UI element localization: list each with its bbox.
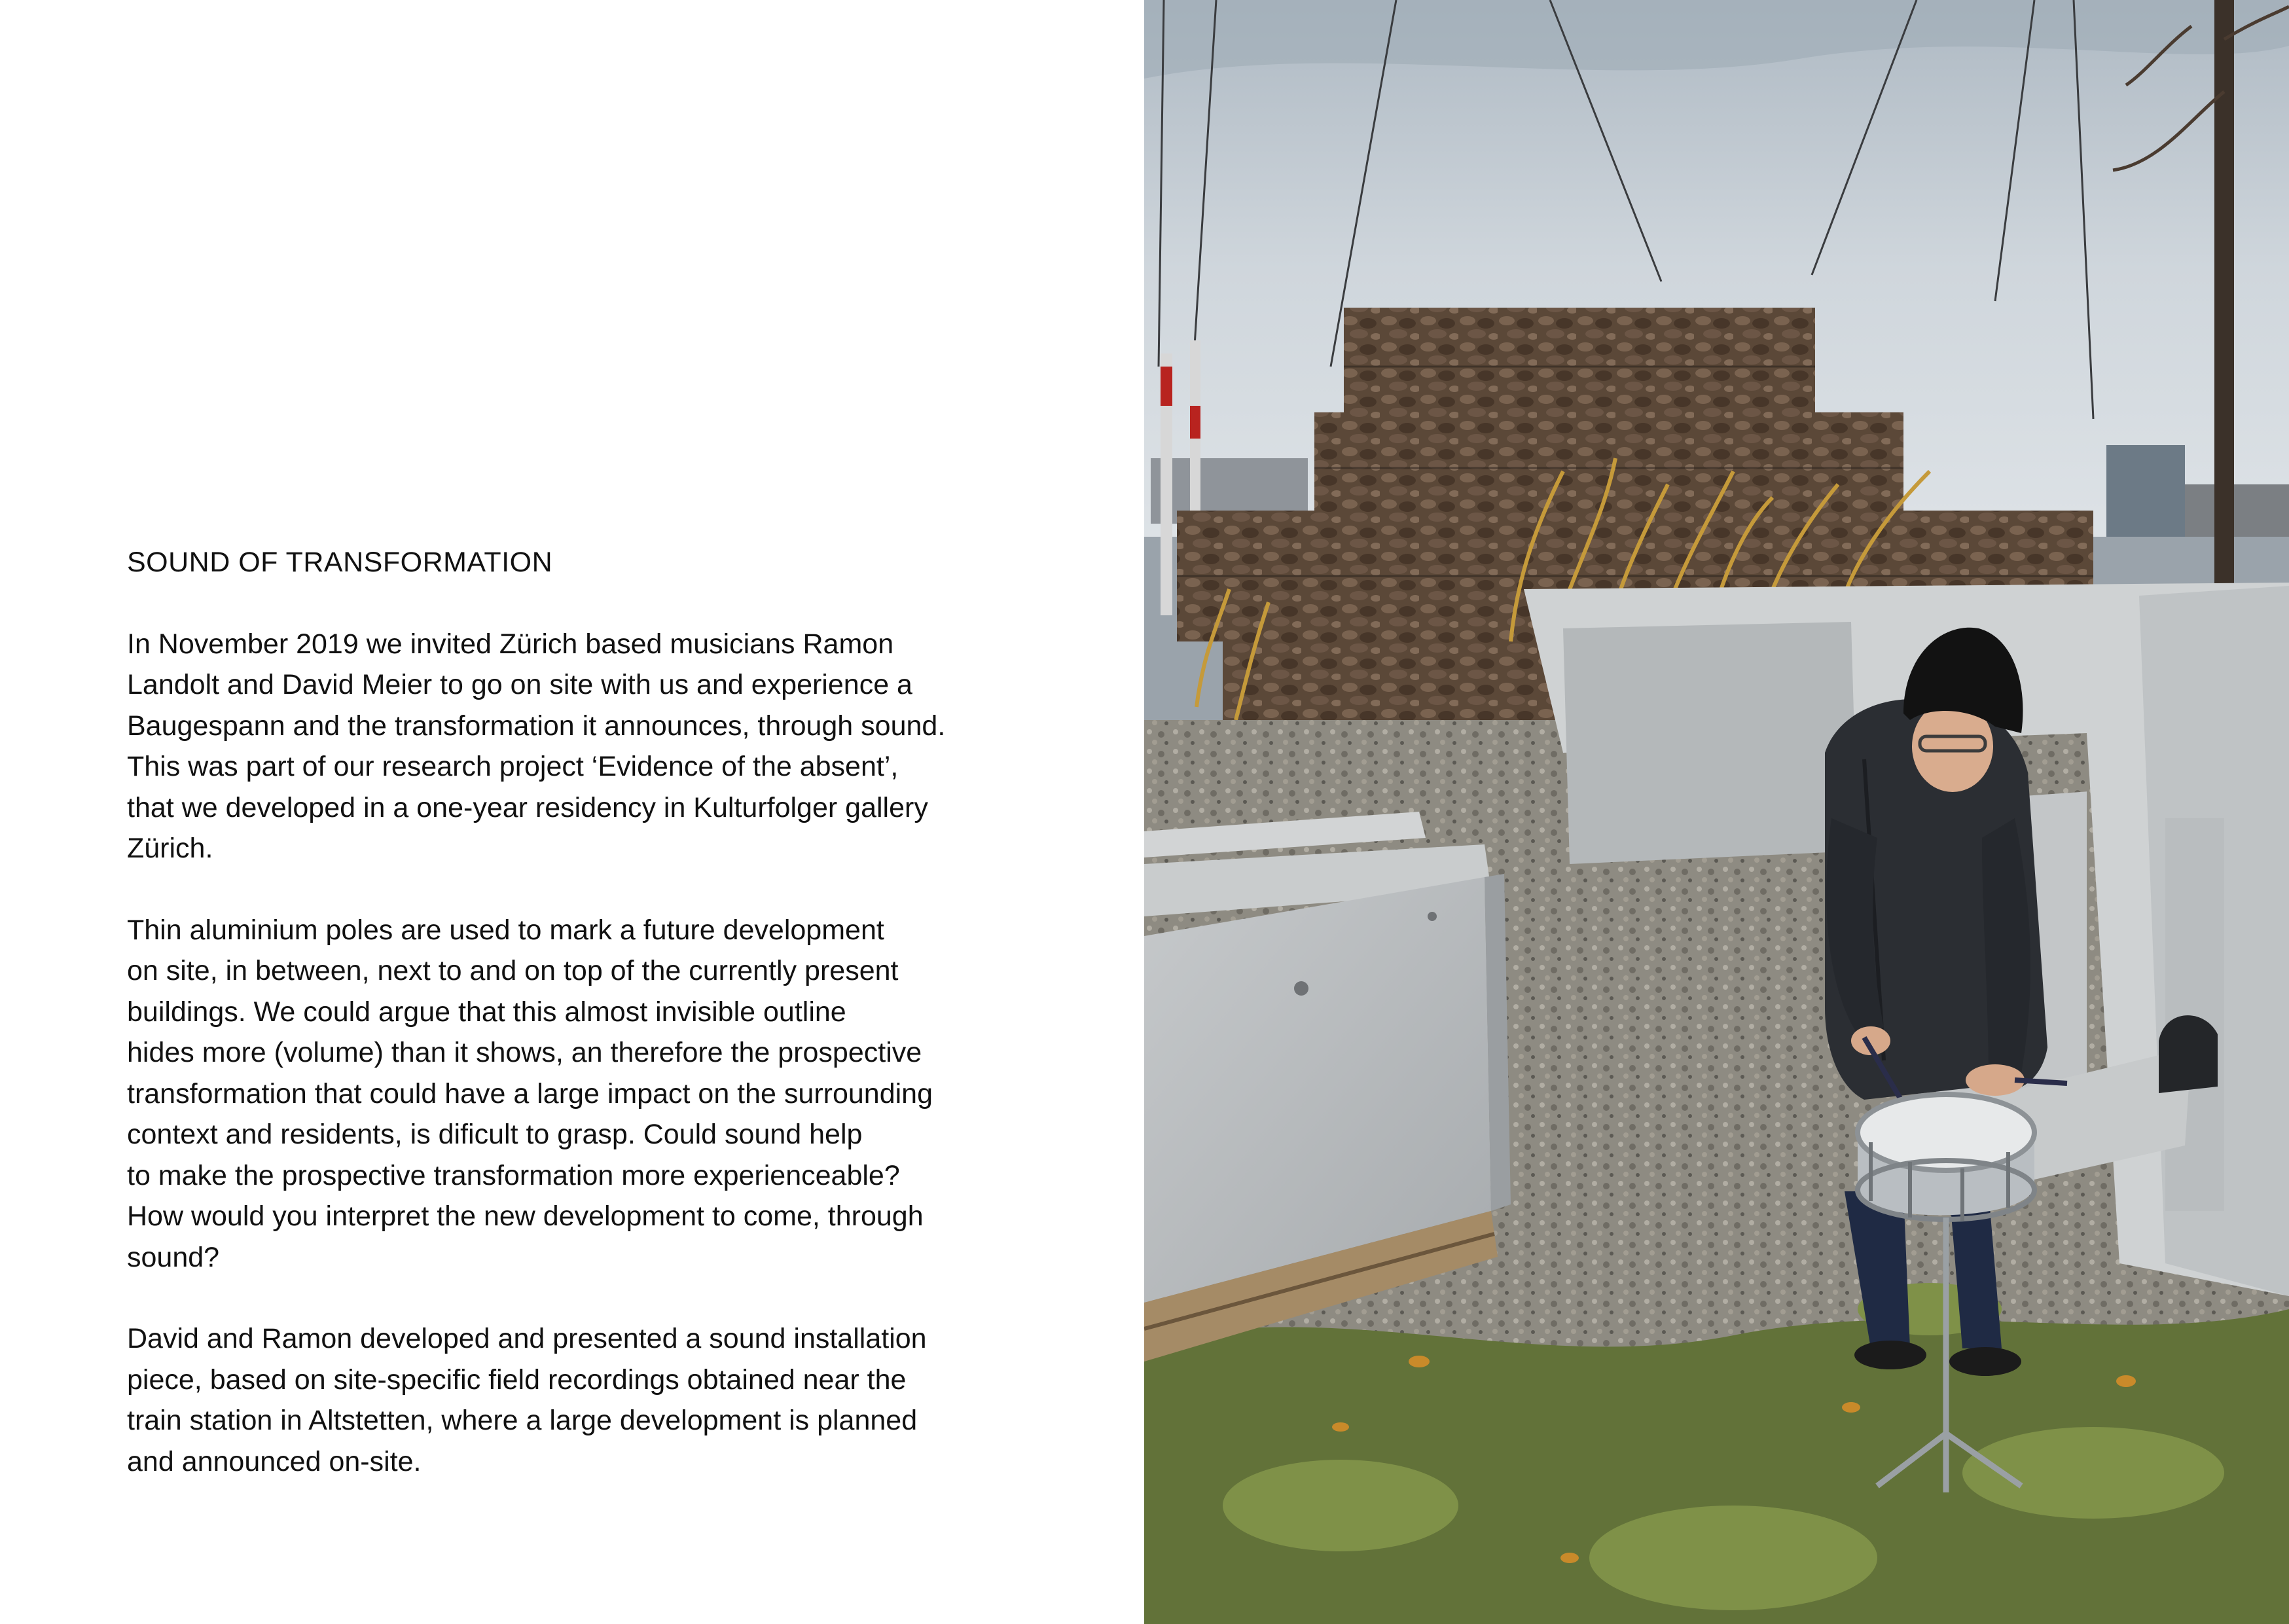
text-line: Zürich.	[127, 833, 213, 864]
photo-musician-snare-drum	[1144, 0, 2289, 1624]
article-text	[127, 542, 1109, 1523]
text-line: transformation that could have a large impact on the surrounding	[127, 1077, 933, 1110]
text-line: piece, based on site-specific field recordings obtained near the	[127, 1363, 907, 1396]
text-line: David and Ramon developed and presented a sound installation	[127, 1323, 927, 1354]
utility-pole	[2214, 0, 2234, 589]
text-line: buildings. We could argue that this almost invisible outline	[127, 996, 846, 1028]
text-line: context and residents, is dificult to grasp. Could sound help	[127, 1119, 863, 1150]
text-line: How would you interpret the new development to come, through	[127, 1200, 924, 1232]
paragraph-poles	[127, 910, 1109, 1278]
text-line: Baugespann and the transformation it announces, through sound.	[127, 710, 946, 742]
paragraph-intro	[127, 624, 1109, 869]
text-column	[0, 0, 1144, 1624]
text-line: train station in Altstetten, where a large development is planned	[127, 1405, 918, 1436]
page-title: SOUND OF TRANSFORMATION	[127, 547, 553, 578]
text-line: sound?	[127, 1241, 220, 1273]
text-line: This was part of our research project ‘Evidence of the absent’,	[127, 751, 899, 782]
text-line: Landolt and David Meier to go on site with us and experience a	[127, 669, 912, 700]
text-line: hides more (volume) than it shows, an therefore the prospective	[127, 1037, 922, 1068]
text-line: Thin aluminium poles are used to mark a future development	[127, 914, 884, 946]
text-line: In November 2019 we invited Zürich based musicians Ramon	[127, 628, 894, 660]
text-line: on site, in between, next to and on top of the currently present	[127, 955, 899, 986]
text-line: and announced on-site.	[127, 1445, 422, 1477]
text-line: to make the prospective transformation more experienceable?	[127, 1159, 900, 1191]
paragraph-installation	[127, 1318, 1109, 1482]
text-line: that we developed in a one-year residency in Kulturfolger gallery	[127, 791, 928, 823]
